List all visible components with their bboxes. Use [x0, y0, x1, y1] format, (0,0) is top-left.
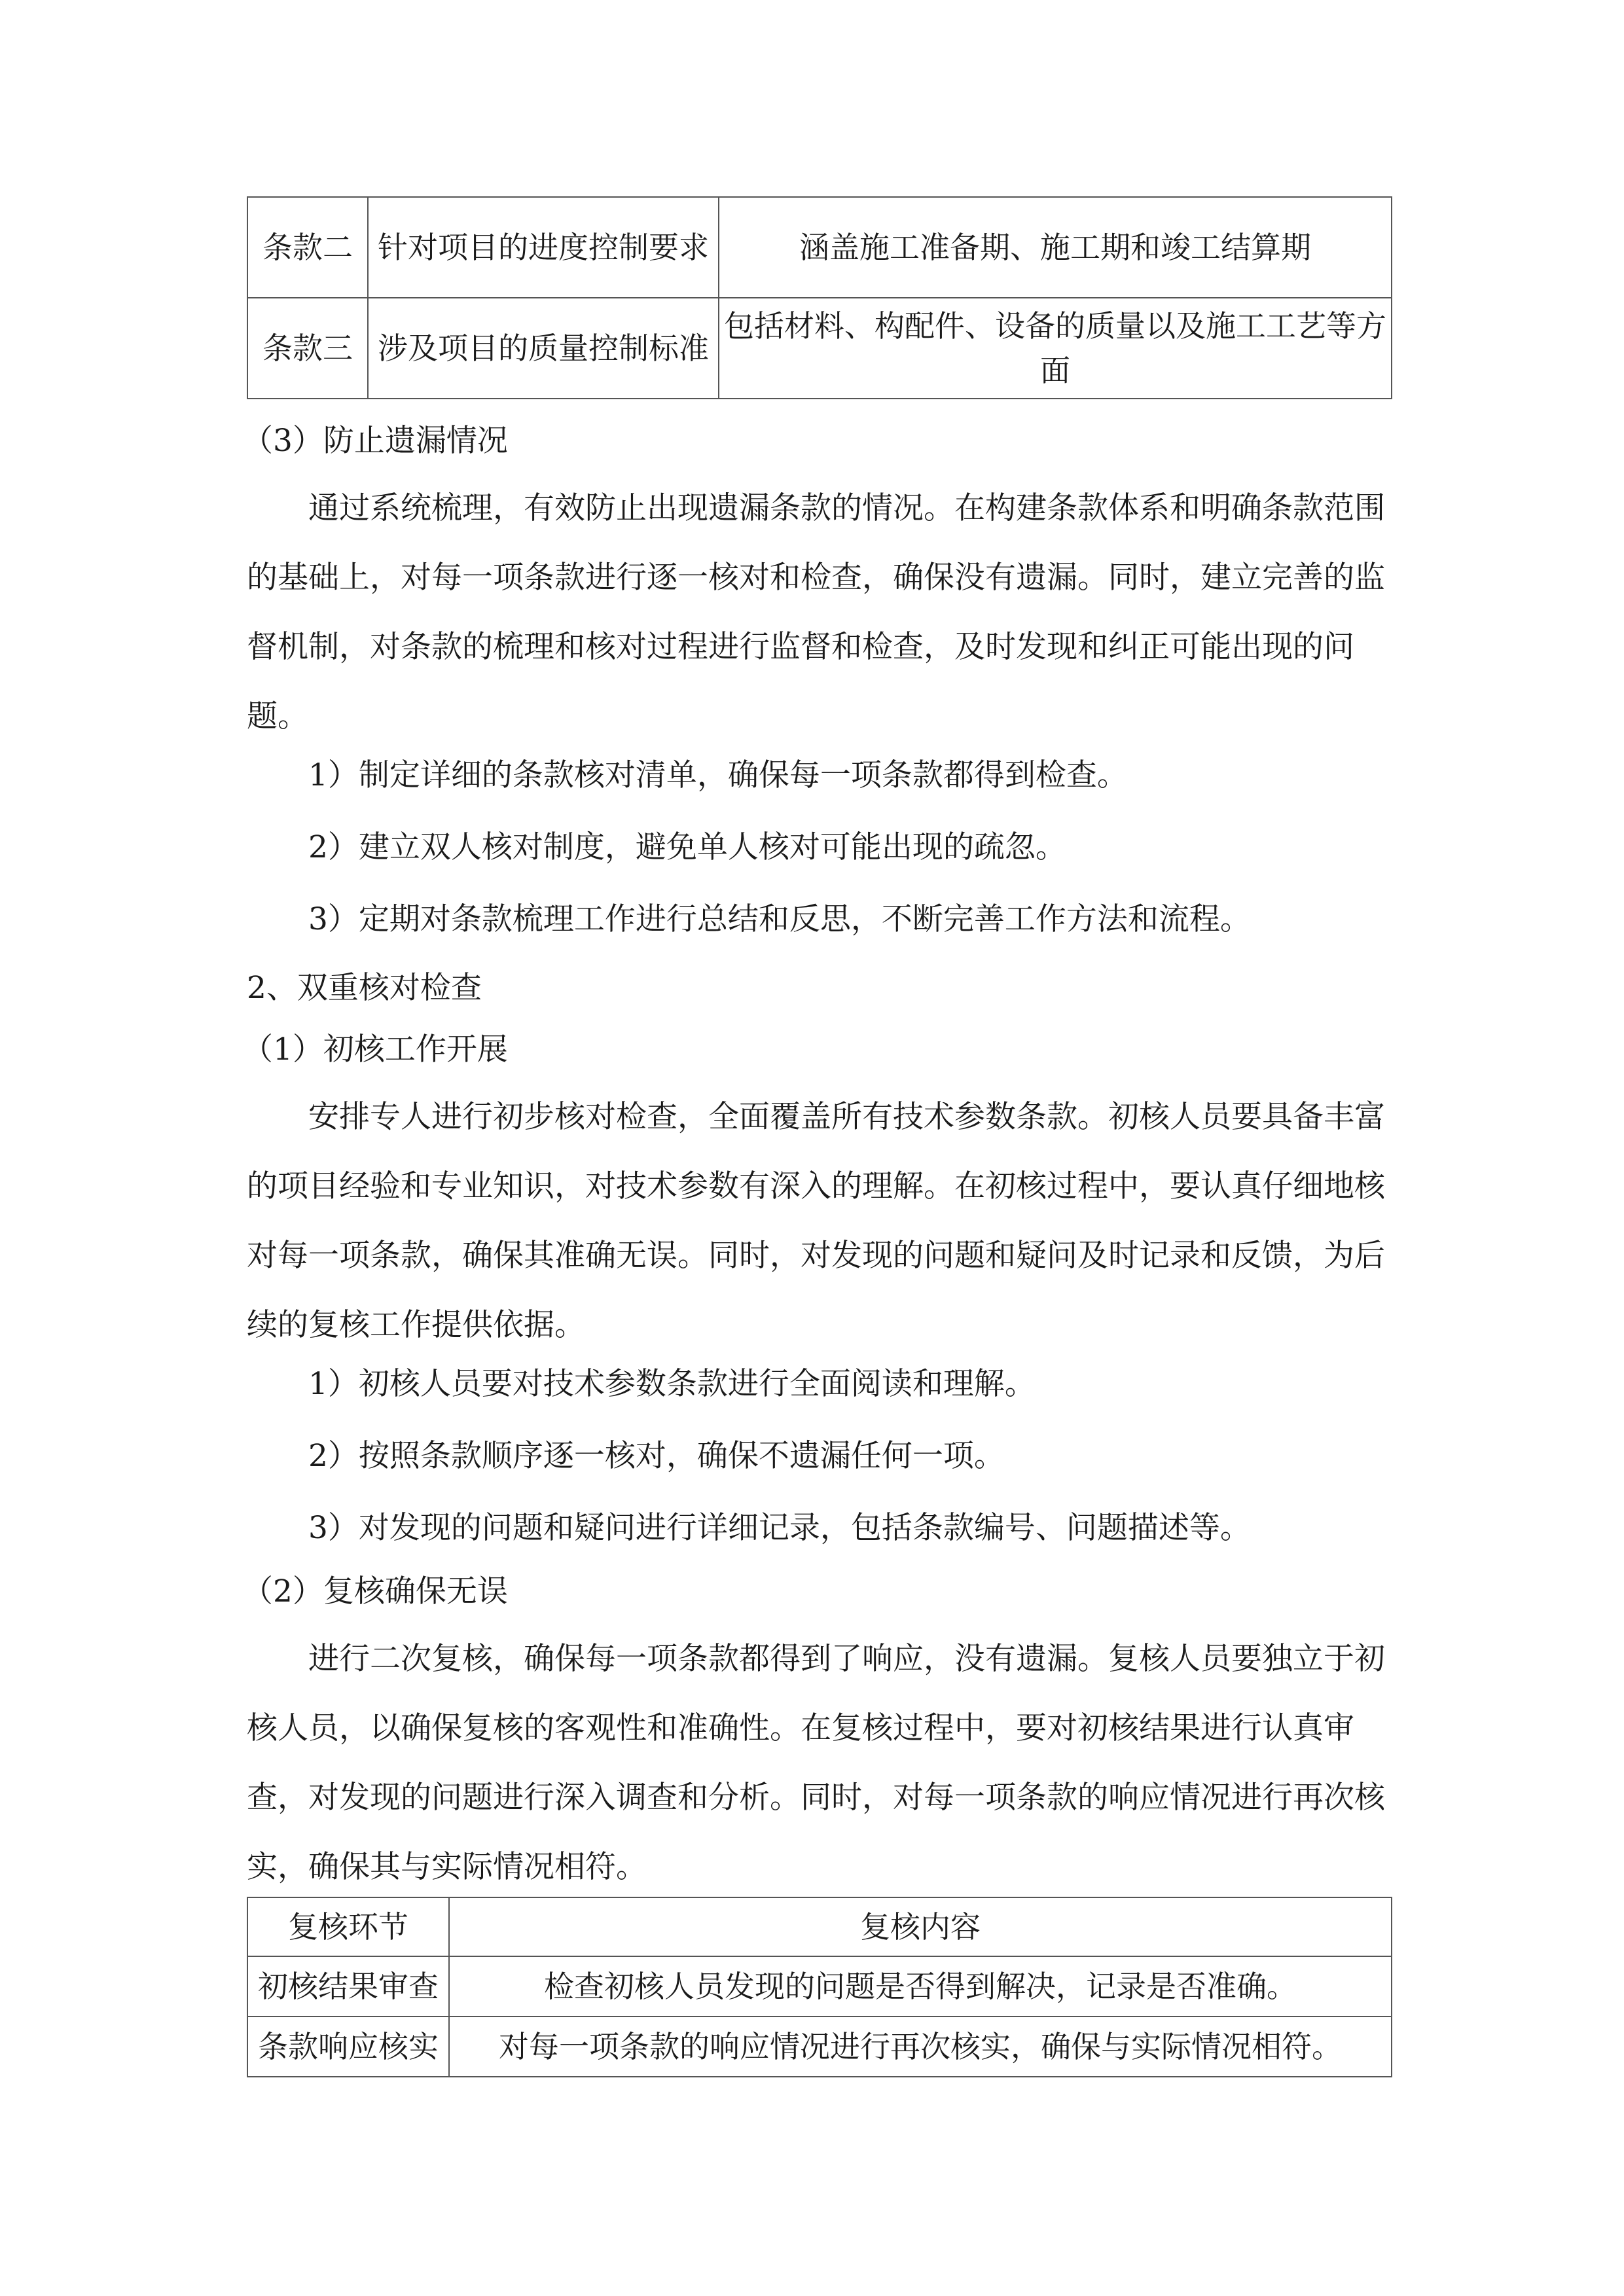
table-cell: 条款二	[247, 197, 368, 298]
table-cell: 涵盖施工准备期、施工期和竣工结算期	[719, 197, 1392, 298]
table-cell: 针对项目的进度控制要求	[368, 197, 719, 298]
body-paragraph: 通过系统梳理，有效防止出现遗漏条款的情况。在构建条款体系和明确条款范围的基础上，对每一项条款进行逐一核对和检查，确保没有遗漏。同时，建立完善的监督机制，对条款的梳理和核对过程进行监督和检查，及时发现和纠正可能出现的问题。	[247, 490, 1385, 734]
table-row	[247, 2017, 1392, 2077]
review-table	[247, 1897, 1392, 2077]
table-header-cell: 复核内容	[449, 1897, 1392, 1956]
list-item: 2）建立双人核对制度，避免单人核对可能出现的疏忽。	[308, 829, 1066, 865]
list-item: 1）初核人员要对技术参数条款进行全面阅读和理解。	[308, 1366, 1036, 1402]
section-heading: （2）复核确保无误	[242, 1573, 508, 1609]
list-item: 3）定期对条款梳理工作进行总结和反思，不断完善工作方法和流程。	[308, 901, 1251, 937]
table-row	[247, 1956, 1392, 2017]
table-cell: 初核结果审查	[247, 1956, 449, 2017]
section-heading: （3）防止遗漏情况	[242, 423, 508, 459]
list-item: 2）按照条款顺序逐一核对，确保不遗漏任何一项。	[308, 1438, 1005, 1474]
list-item: 3）对发现的问题和疑问进行详细记录，包括条款编号、问题描述等。	[308, 1510, 1251, 1546]
section-heading: 2、双重核对检查	[247, 970, 482, 1006]
section-heading: （1）初核工作开展	[242, 1031, 508, 1067]
list-item: 1）制定详细的条款核对清单，确保每一项条款都得到检查。	[308, 757, 1128, 793]
table-cell: 条款响应核实	[247, 2017, 449, 2077]
table-cell: 条款三	[247, 298, 368, 399]
table-header-row	[247, 1897, 1392, 1956]
table-row	[247, 298, 1392, 399]
body-paragraph: 安排专人进行初步核对检查，全面覆盖所有技术参数条款。初核人员要具备丰富的项目经验和专业知识，对技术参数有深入的理解。在初核过程中，要认真仔细地核对每一项条款，确保其准确无误。同时，对发现的问题和疑问及时记录和反馈，为后续的复核工作提供依据。	[247, 1099, 1385, 1343]
body-paragraph: 进行二次复核，确保每一项条款都得到了响应，没有遗漏。复核人员要独立于初核人员，以确保复核的客观性和准确性。在复核过程中，要对初核结果进行认真审查，对发现的问题进行深入调查和分析。同时，对每一项条款的响应情况进行再次核实，确保其与实际情况相符。	[247, 1641, 1385, 1885]
table-cell: 包括材料、构配件、设备的质量以及施工工艺等方面	[719, 298, 1392, 399]
clause-table	[247, 196, 1392, 399]
table-cell: 检查初核人员发现的问题是否得到解决，记录是否准确。	[449, 1956, 1392, 2017]
table-cell: 涉及项目的质量控制标准	[368, 298, 719, 399]
table-cell: 对每一项条款的响应情况进行再次核实，确保与实际情况相符。	[449, 2017, 1392, 2077]
table-row	[247, 197, 1392, 298]
table-header-cell: 复核环节	[247, 1897, 449, 1956]
